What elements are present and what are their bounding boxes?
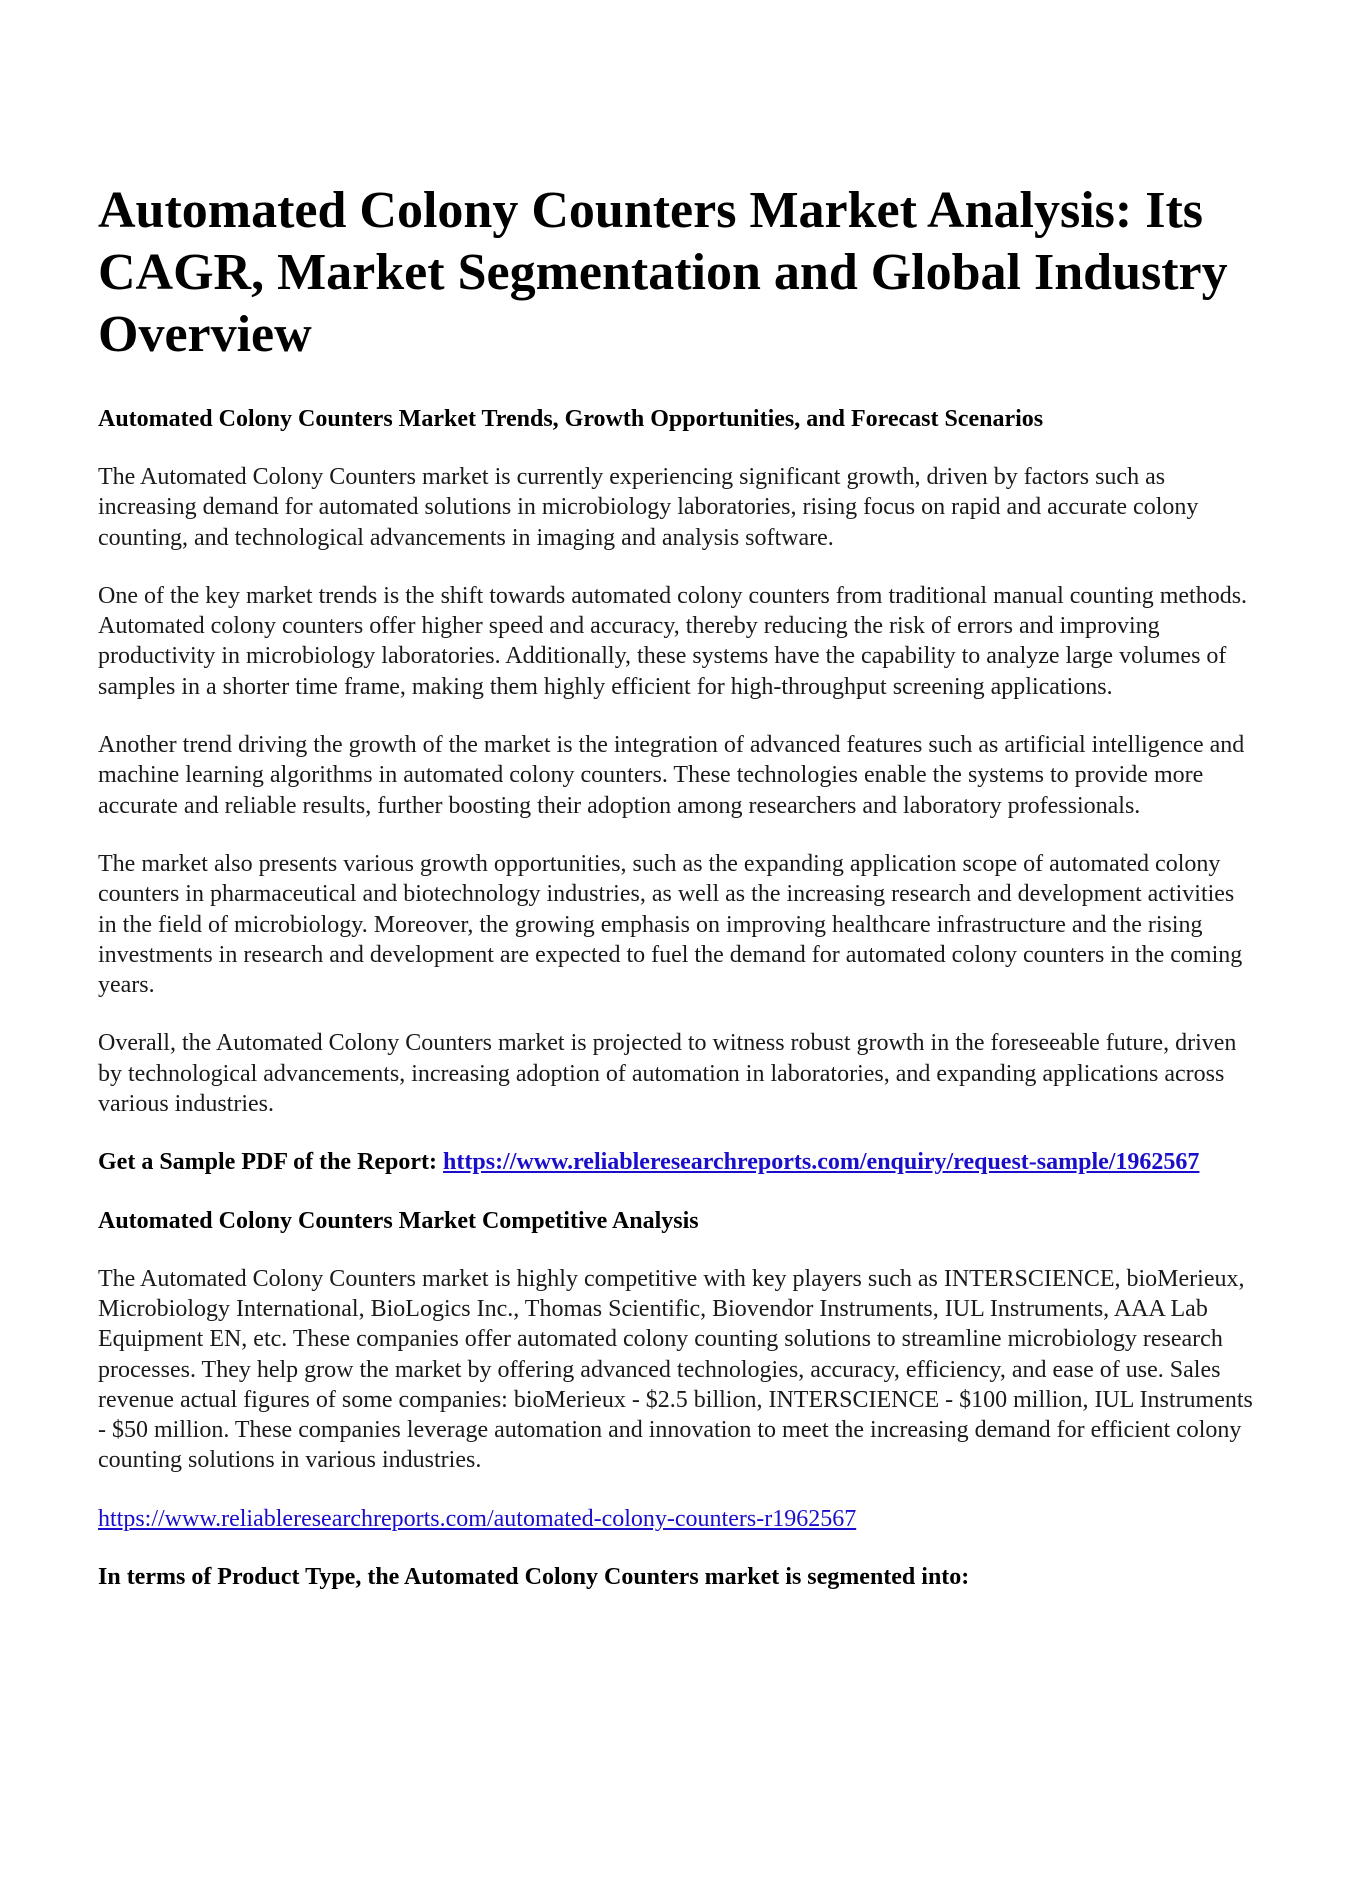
- paragraph-opportunities: The market also presents various growth opportunities, such as the expanding application scope of automated colony counters in pharmaceutical and biotechnology industries, as well as the increasing research and development activities in the field of microbiology. Moreover, the growing emphasis on improving healthcare infrastructure and the rising investments in research and development are expected to fuel the demand for automated colony counters in the coming years.: [98, 850, 1243, 999]
- document-page: [98, 180, 1258, 1620]
- paragraph-competitive: The Automated Colony Counters market is highly competitive with key players such as INTERSCIENCE, bioMerieux, Microbiology International, BioLogics Inc., Thomas Scientific, Biovendor Instruments, IUL Instruments, AAA Lab Equipment EN, etc. These companies offer automated colony counting solutions to streamline microbiology research processes. They help grow the market by offering advanced technologies, accuracy, efficiency, and ease of use. Sales revenue actual figures of some companies: bioMerieux - $2.5 billion, INTERSCIENCE - $100 million, IUL Instruments - $50 million. These companies leverage automation and innovation to meet the increasing demand for efficient colony counting solutions in various industries.: [98, 1265, 1253, 1474]
- document-title: Automated Colony Counters Market Analysis: Its CAGR, Market Segmentation and Global Industry Overview: [98, 182, 1228, 363]
- paragraph-ai-trend: Another trend driving the growth of the market is the integration of advanced features such as artificial intelligence and machine learning algorithms in automated colony counters. These technologies enable the systems to provide more accurate and reliable results, further boosting their adoption among researchers and laboratory professionals.: [98, 732, 1245, 819]
- report-link[interactable]: https://www.reliableresearchreports.com/automated-colony-counters-r1962567: [98, 1505, 857, 1532]
- section-heading-competitive: Automated Colony Counters Market Competitive Analysis: [98, 1207, 699, 1234]
- sample-pdf-line: [98, 1147, 1258, 1177]
- section-heading-trends: Automated Colony Counters Market Trends, Growth Opportunities, and Forecast Scenarios: [98, 406, 1044, 432]
- paragraph-intro: The Automated Colony Counters market is currently experiencing significant growth, driven by factors such as increasing demand for automated solutions in microbiology laboratories, rising focus on rapid and accurate colony counting, and technological advancements in imaging and analysis software.: [98, 464, 1199, 551]
- section-heading-segmentation: In terms of Product Type, the Automated Colony Counters market is segmented into:: [98, 1564, 970, 1591]
- paragraph-key-trends: One of the key market trends is the shift towards automated colony counters from traditional manual counting methods. Automated colony counters offer higher speed and accuracy, thereby reducing the risk of errors and improving productivity in microbiology laboratories. Additionally, these systems have the capability to analyze large volumes of samples in a shorter time frame, making them highly efficient for high-throughput screening applications.: [98, 582, 1248, 700]
- sample-pdf-label: Get a Sample PDF of the Report:: [98, 1149, 444, 1176]
- sample-pdf-link[interactable]: https://www.reliableresearchreports.com/enquiry/request-sample/1962567: [443, 1149, 1200, 1176]
- report-link-line: [98, 1504, 1258, 1534]
- paragraph-overall: Overall, the Automated Colony Counters market is projected to witness robust growth in the foreseeable future, driven by technological advancements, increasing adoption of automation in laboratories, and expanding applications across various industries.: [98, 1030, 1237, 1118]
